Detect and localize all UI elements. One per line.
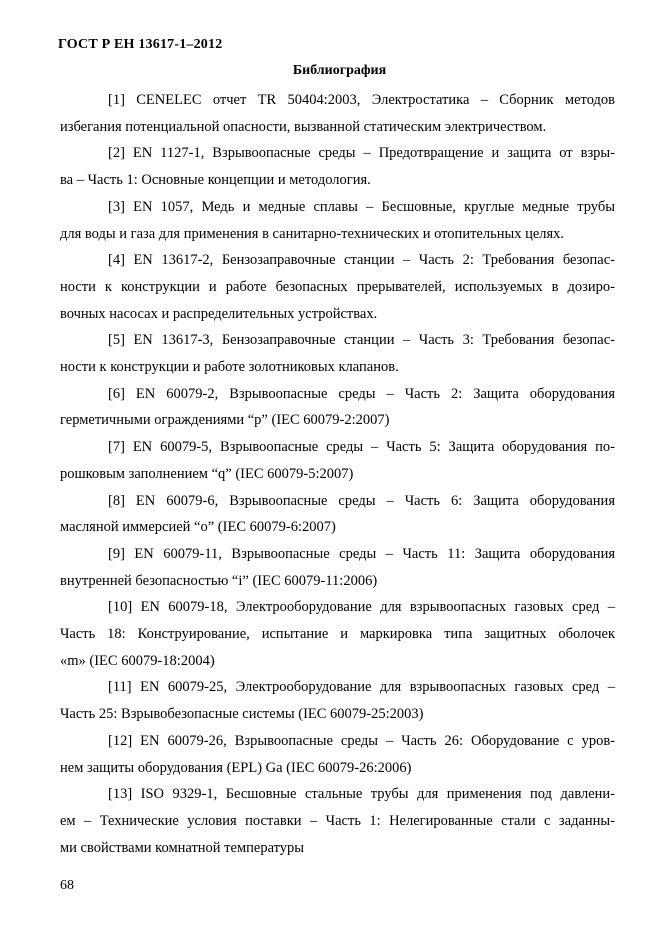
reference-line: [4] EN 13617-2, Бензозаправочные станции – Часть 2: Требования безопас-: [108, 252, 615, 269]
reference-line: для воды и газа для применения в санитарно-технических и отопительных целях.: [60, 225, 565, 242]
reference-line: [8] EN 60079-6, Взрывоопасные среды – Часть 6: Защита оборудования: [108, 492, 615, 509]
reference-line: [13] ISO 9329-1, Бесшовные стальные трубы для применения под давлени-: [108, 786, 615, 803]
reference-item: [60, 381, 615, 434]
page-number: 68: [60, 878, 74, 893]
reference-line: вочных насосах и распределительных устройствах.: [60, 305, 378, 322]
reference-item: [60, 247, 615, 327]
standard-code-header: ГОСТ Р ЕН 13617-1–2012: [58, 37, 223, 52]
reference-item: [60, 594, 615, 674]
reference-line: Часть 18: Конструирование, испытание и маркировка типа защитных оболочек: [60, 626, 615, 643]
reference-item: [60, 541, 615, 594]
reference-item: [60, 434, 615, 487]
reference-line: [12] EN 60079-26, Взрывоопасные среды – Часть 26: Оборудование с уров-: [108, 732, 615, 749]
reference-item: [60, 488, 615, 541]
reference-line: ми свойствами комнатной температуры: [60, 839, 305, 856]
reference-line: [10] EN 60079-18, Электрооборудование для взрывоопасных газовых сред –: [108, 599, 615, 616]
reference-item: [60, 781, 615, 861]
reference-item: [60, 327, 615, 380]
reference-line: масляной иммерсией “o” (IEC 60079-6:2007): [60, 519, 336, 536]
reference-line: [9] EN 60079-11, Взрывоопасные среды – Часть 11: Защита оборудования: [108, 545, 615, 562]
reference-item: [60, 674, 615, 727]
reference-list: [60, 87, 615, 861]
reference-item: [60, 87, 615, 140]
reference-line: [7] EN 60079-5, Взрывоопасные среды – Часть 5: Защита оборудования по-: [108, 439, 615, 456]
reference-line: [11] EN 60079-25, Электрооборудование для взрывоопасных газовых сред –: [108, 679, 615, 696]
reference-line: Часть 25: Взрывобезопасные системы (IEC 60079-25:2003): [60, 706, 424, 723]
reference-line: «m» (IEC 60079-18:2004): [60, 652, 215, 669]
reference-line: [5] EN 13617-3, Бензозаправочные станции – Часть 3: Требования безопас-: [108, 332, 615, 349]
reference-item: [60, 728, 615, 781]
reference-line: ности к конструкции и работе золотниковых клапанов.: [60, 359, 399, 376]
reference-line: внутренней безопасностью “i” (IEC 60079-11:2006): [60, 572, 378, 589]
reference-line: [2] EN 1127-1, Взрывоопасные среды – Предотвращение и защита от взры-: [108, 145, 615, 162]
reference-line: [1] CENELEC отчет TR 50404:2003, Электростатика – Сборник методов: [108, 92, 615, 108]
reference-item: [60, 194, 615, 247]
reference-line: ем – Технические условия поставки – Часть 1: Нелегированные стали с заданны-: [60, 812, 615, 829]
reference-line: [3] EN 1057, Медь и медные сплавы – Бесшовные, круглые медные трубы: [108, 198, 615, 215]
reference-line: ности к конструкции и работе безопасных прерывателей, используемых в дозиро-: [60, 278, 615, 295]
reference-line: ва – Часть 1: Основные концепции и методология.: [60, 172, 371, 189]
reference-line: герметичными ограждениями “р” (IEC 60079-2:2007): [60, 412, 390, 429]
reference-item: [60, 140, 615, 193]
reference-line: [6] EN 60079-2, Взрывоопасные среды – Часть 2: Защита оборудования: [108, 385, 615, 402]
reference-line: рошковым заполнением “q” (IEC 60079-5:2007): [60, 465, 354, 482]
bibliography-title: Библиография: [292, 63, 387, 78]
reference-line: нем защиты оборудования (EPL) Ga (IEC 60079-26:2006): [60, 759, 412, 776]
reference-line: избегания потенциальной опасности, вызванной статическим электричеством.: [60, 118, 547, 135]
